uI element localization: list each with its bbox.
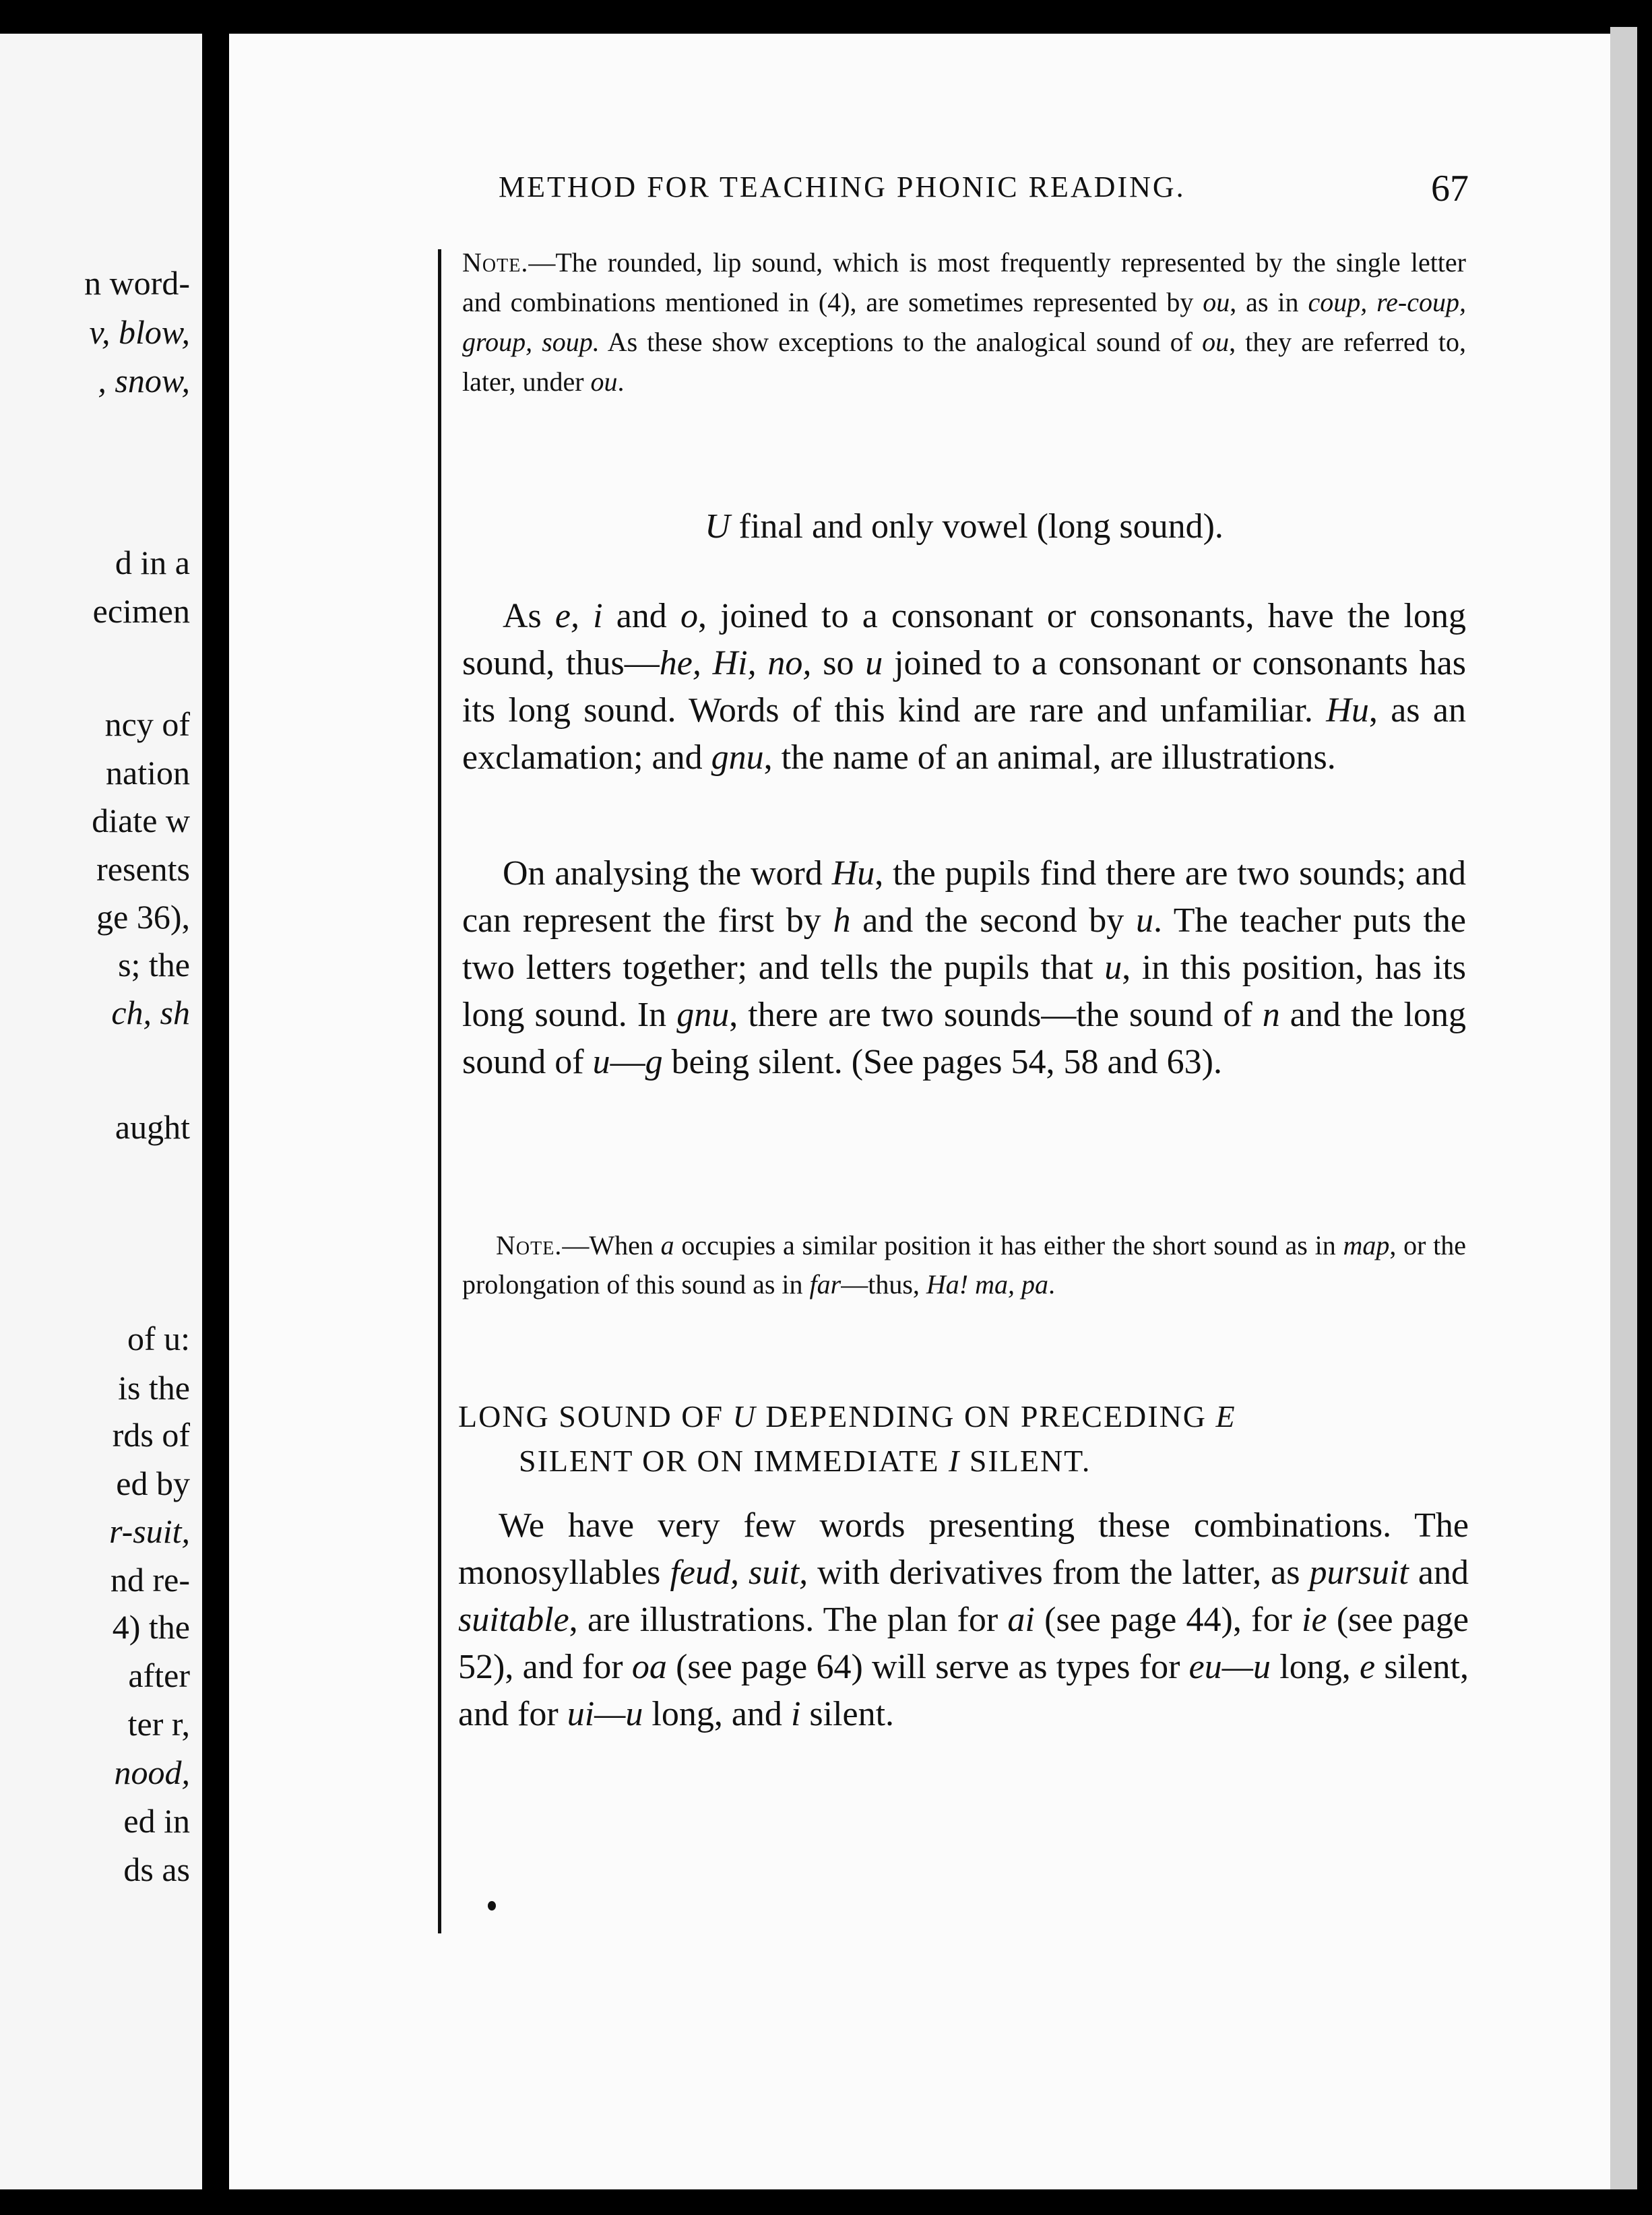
text-run: h xyxy=(833,901,851,940)
left-line: , snow, xyxy=(98,362,190,399)
running-head: METHOD FOR TEACHING PHONIC READING. xyxy=(499,170,1186,203)
text-run: , the pupils find there are two sounds; and can represent the first by xyxy=(462,854,1466,940)
book-spine xyxy=(202,0,229,2215)
text-run: gnu xyxy=(676,996,730,1034)
note-text: As these show exceptions to the analogical sound of xyxy=(599,327,1203,357)
left-line: ds as xyxy=(123,1851,190,1888)
note-text: —The rounded, lip sound, which is most frequently represented by the single letter and combinations mentioned in (4), are sometimes represented by xyxy=(462,247,1466,317)
left-line: is the xyxy=(118,1369,190,1407)
note-text: —When xyxy=(562,1230,661,1260)
text-run: ui—u xyxy=(567,1695,643,1733)
note-text: . xyxy=(1048,1269,1055,1299)
text-run: Hu xyxy=(1326,691,1369,730)
note-text: , or the prolongation of this sound as in xyxy=(462,1230,1467,1299)
left-line: rds of xyxy=(112,1416,190,1454)
text-run: gnu xyxy=(711,738,764,777)
text-run: he, Hi, no, xyxy=(659,644,812,682)
page-number: 67 xyxy=(1431,168,1469,210)
left-line: 4) the xyxy=(112,1608,190,1646)
text-run: g xyxy=(645,1043,663,1081)
text-run: long, xyxy=(1271,1648,1360,1686)
note-paragraph xyxy=(462,1226,1466,1304)
note-text: , as in xyxy=(1230,287,1308,317)
left-line: ecimen xyxy=(92,592,190,630)
page-header xyxy=(499,167,1469,214)
margin-rule xyxy=(438,249,441,1933)
note-text: a xyxy=(660,1230,674,1260)
note-paragraph xyxy=(462,243,1466,402)
note-text: map xyxy=(1343,1230,1390,1260)
text-run: i xyxy=(790,1695,801,1733)
heading-line xyxy=(458,1394,1469,1439)
text-run: so xyxy=(811,644,866,682)
note-text: . xyxy=(617,366,625,397)
left-line: d in a xyxy=(115,544,190,581)
section-subheading xyxy=(462,507,1466,546)
body-paragraph xyxy=(462,593,1466,781)
text-run: , the name of an animal, are illustrations. xyxy=(763,738,1336,777)
subheading-letter: U xyxy=(705,507,730,546)
note-text: ou xyxy=(1202,327,1230,357)
note-label: Note. xyxy=(462,247,529,278)
text-run: u xyxy=(1136,901,1153,940)
text-run: e, i xyxy=(554,597,603,635)
left-line: ge 36), xyxy=(96,898,190,936)
text-run: . The teacher puts the two letters together; and tells the pupils that xyxy=(462,901,1466,987)
heading-text: I xyxy=(949,1444,961,1478)
page-edge xyxy=(1610,27,1637,2189)
note-text: ou xyxy=(1203,287,1230,317)
text-run: e xyxy=(1359,1648,1376,1686)
heading-text: E xyxy=(1215,1399,1236,1434)
text-run: pursuit xyxy=(1309,1553,1409,1592)
text-run: oa xyxy=(631,1648,667,1686)
note-text: coup, re-coup, group, soup. xyxy=(462,287,1467,357)
heading-line xyxy=(458,1439,1469,1483)
note-text: ou xyxy=(590,366,618,397)
text-run: , as an exclamation; and xyxy=(462,691,1466,777)
text-run: ai xyxy=(1007,1601,1035,1639)
left-line: nation xyxy=(106,754,190,792)
text-run: On analysing the word xyxy=(503,854,832,893)
text-run: n xyxy=(1262,996,1280,1034)
note-text: , they are referred to, later, under xyxy=(462,327,1466,397)
text-run: and xyxy=(1408,1553,1469,1592)
body-paragraph xyxy=(462,850,1466,1086)
text-run: silent. xyxy=(800,1695,895,1733)
left-line: ed by xyxy=(116,1465,190,1502)
ink-speck xyxy=(488,1901,496,1911)
text-run: , joined to a consonant or consonants, have the long sound, thus— xyxy=(462,597,1466,682)
text-run: with derivatives from the latter, as xyxy=(808,1553,1310,1592)
note-text: occupies a similar position it has either the short sound as in xyxy=(674,1230,1343,1260)
left-line: aught xyxy=(115,1108,190,1146)
body-paragraph xyxy=(458,1502,1469,1738)
left-line: nood, xyxy=(114,1754,190,1791)
heading-text: LONG SOUND OF xyxy=(458,1399,733,1434)
left-line: ncy of xyxy=(104,705,190,743)
text-run: As xyxy=(503,597,555,635)
text-run: joined to a consonant or consonants has its long sound. Words of this kind are rare and unfamiliar. xyxy=(462,644,1466,730)
left-line: n word- xyxy=(84,264,190,302)
text-run: feud, suit, xyxy=(670,1553,808,1592)
heading-text: U xyxy=(732,1399,757,1434)
text-run: long, and xyxy=(643,1695,791,1733)
text-run: (see page 52), and for xyxy=(458,1601,1469,1686)
heading-text: SILENT OR ON IMMEDIATE xyxy=(519,1444,949,1478)
text-run: and the long sound of xyxy=(462,996,1467,1081)
text-run: ie xyxy=(1302,1601,1327,1639)
text-run: u xyxy=(865,644,883,682)
heading-text: SILENT. xyxy=(960,1444,1091,1478)
text-run: — xyxy=(610,1043,645,1081)
left-line: of u: xyxy=(127,1320,190,1357)
note-text: —thus, xyxy=(841,1269,926,1299)
left-line: diate w xyxy=(92,802,190,839)
text-run: and xyxy=(602,597,680,635)
left-line: r-suit, xyxy=(109,1512,190,1550)
text-run: being silent. (See pages 54, 58 and 63). xyxy=(662,1043,1222,1081)
text-run: , there are two sounds—the sound of xyxy=(729,996,1263,1034)
left-line: s; the xyxy=(118,946,190,984)
text-run: u xyxy=(1104,949,1122,987)
note-text: far xyxy=(809,1269,841,1299)
section-heading xyxy=(458,1394,1469,1483)
text-run: We have very few words presenting these combinations. The monosyllables xyxy=(458,1506,1469,1592)
subheading-text: final and only vowel (long sound). xyxy=(730,507,1224,546)
left-page xyxy=(0,34,202,2189)
left-line: nd re- xyxy=(110,1561,190,1599)
text-run: , in this position, has its long sound. In xyxy=(462,949,1467,1034)
text-run: and the second by xyxy=(850,901,1136,940)
text-run: (see page 64) will serve as types for xyxy=(666,1648,1189,1686)
note-text: Ha! ma, pa xyxy=(926,1269,1048,1299)
note-label: Note. xyxy=(496,1230,563,1260)
left-line: ed in xyxy=(123,1802,190,1840)
text-run: , are illustrations. The plan for xyxy=(569,1601,1008,1639)
text-run: eu—u xyxy=(1188,1648,1271,1686)
heading-text: DEPENDING ON PRECEDING xyxy=(756,1399,1216,1434)
text-run: (see page 44), for xyxy=(1034,1601,1302,1639)
text-run: Hu xyxy=(831,854,875,893)
left-line: ch, sh xyxy=(111,994,190,1031)
left-line: ter r, xyxy=(127,1705,190,1743)
text-run: suitable xyxy=(458,1601,569,1639)
text-run: silent, and for xyxy=(458,1648,1469,1733)
left-line: v, blow, xyxy=(89,313,190,351)
text-run: o xyxy=(680,597,698,635)
left-line: after xyxy=(128,1657,190,1694)
text-run: u xyxy=(592,1043,610,1081)
left-line: resents xyxy=(96,850,190,888)
